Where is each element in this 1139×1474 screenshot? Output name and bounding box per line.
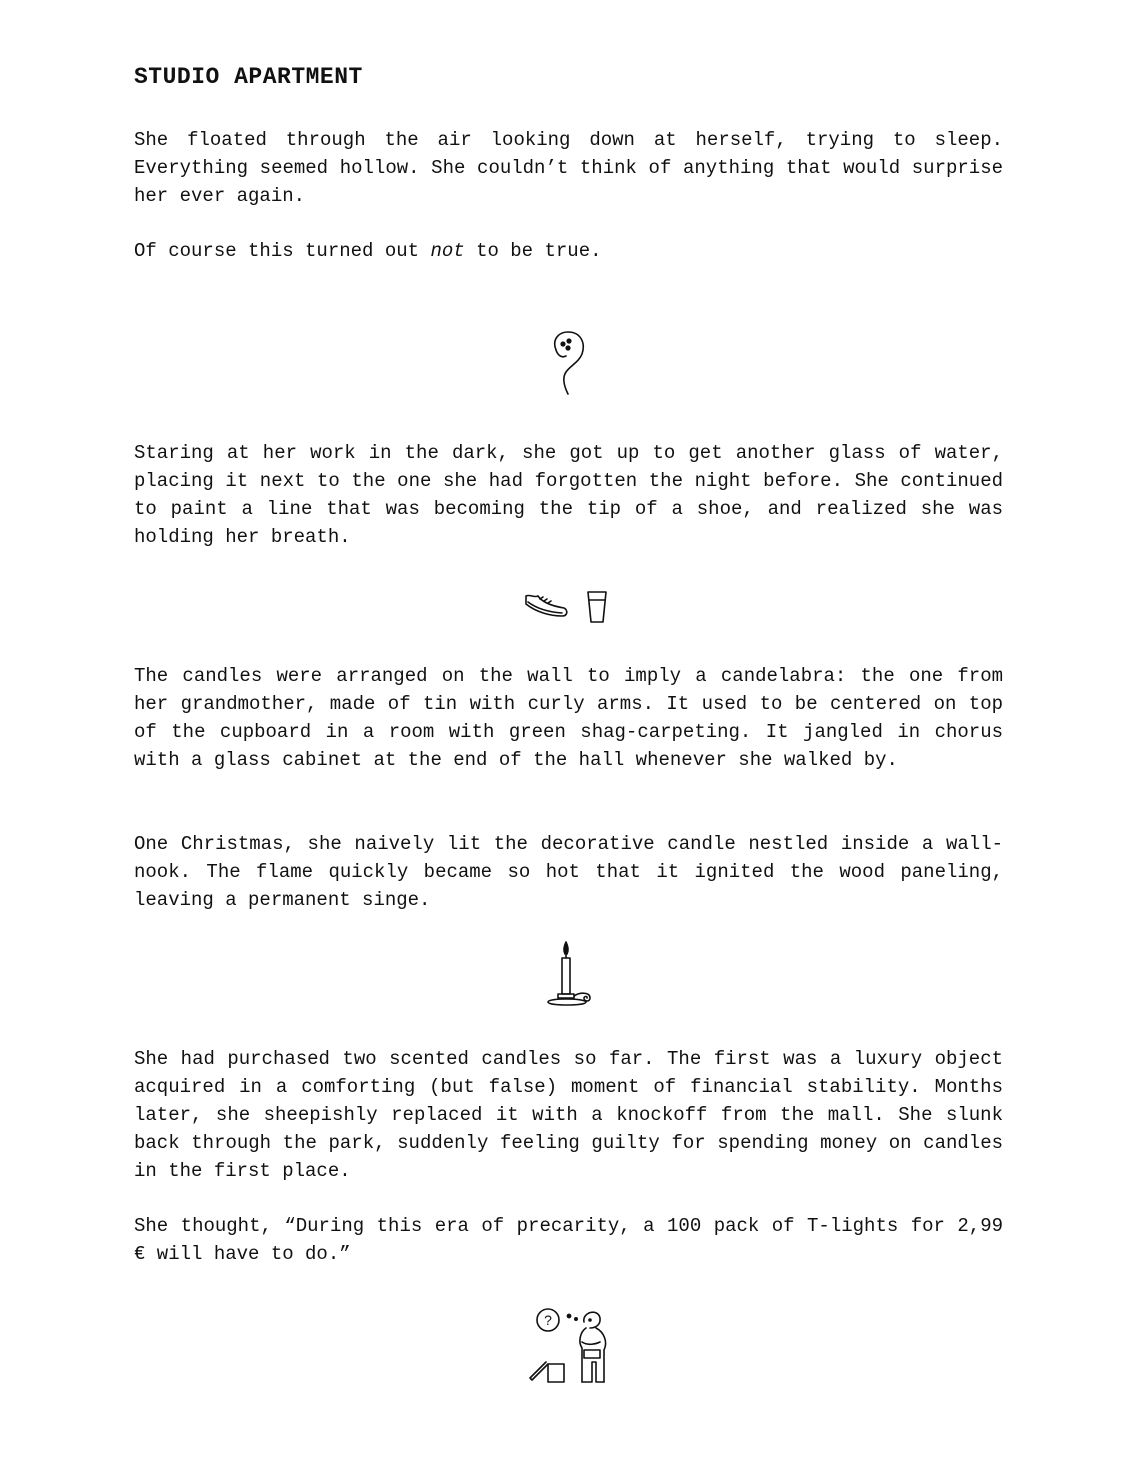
shoe-icon [522,586,570,622]
paragraph-7: She thought, “During this era of precarity, a 100 pack of T-lights for 2,99 € will have to do.” [134,1215,1003,1265]
candle-holder-icon [544,940,596,1012]
paragraph-2-emphasis: not [430,240,465,262]
paragraph-2 [134,237,1003,265]
question-mark: ? [544,1312,552,1328]
ghost-icon [546,328,592,400]
paragraph-4: The candles were arranged on the wall to imply a candelabra: the one from her grandmother, made of tin with curly arms. It used to be centered on top of the cupboard in a room with green shag-carpeting. It jangled in chorus with a glass cabinet at the end of the hall whenever she walked by. [134,665,1003,771]
confused-figure-icon [524,1302,616,1388]
glass-icon [584,588,610,626]
paragraph-3: Staring at her work in the dark, she got up to get another glass of water, placing it next to the one she had forgotten the night before. She continued to paint a line that was becoming the tip of a shoe, and realized she was holding her breath. [134,442,1003,548]
paragraph-5: One Christmas, she naively lit the decorative candle nestled inside a wall-nook. The flame quickly became so hot that it ignited the wood paneling, leaving a permanent singe. [134,833,1003,911]
page-title: STUDIO APARTMENT [134,64,363,90]
paragraph-2-text-end: to be true. [464,240,602,262]
paragraph-2-text-start: Of course this turned out [134,240,431,262]
paragraph-1: She floated through the air looking down at herself, trying to sleep. Everything seemed hollow. She couldn’t think of anything that would surprise her ever again. [134,129,1003,207]
paragraph-6: She had purchased two scented candles so far. The first was a luxury object acquired in a comforting (but false) moment of financial stability. Months later, she sheepishly replaced it with a knockoff from the mall. She slunk back through the park, suddenly feeling guilty for spending money on candles in the first place. [134,1048,1003,1182]
